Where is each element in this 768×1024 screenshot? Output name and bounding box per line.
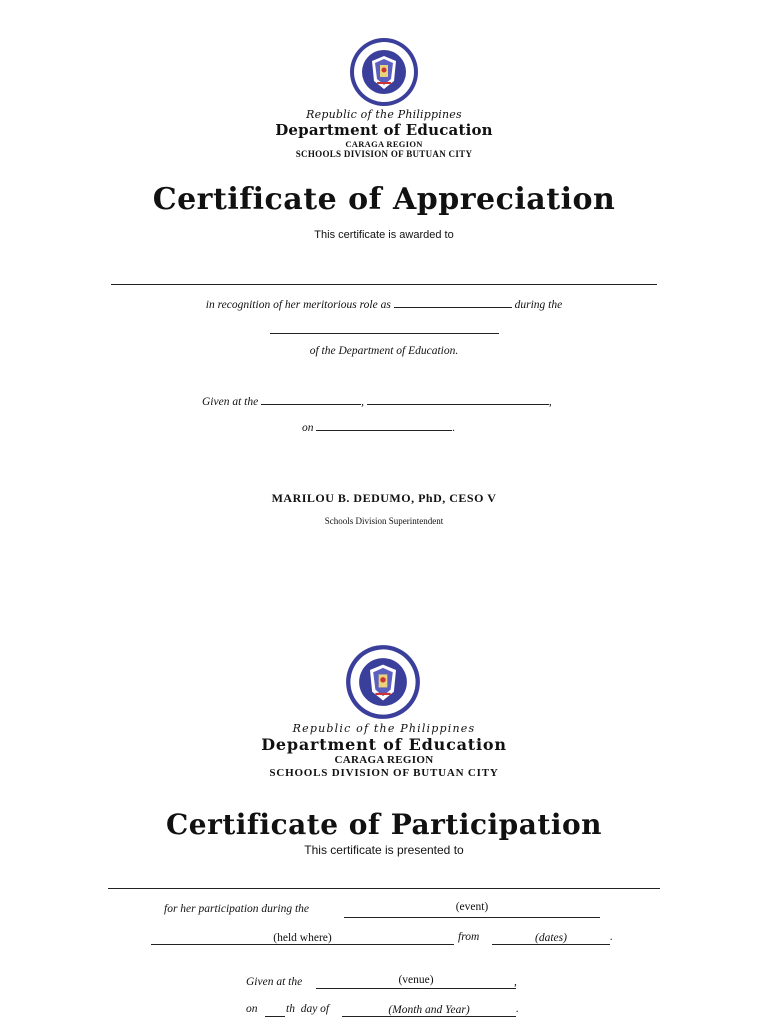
participation-line: for her participation during the	[164, 903, 310, 915]
month-year-blank[interactable]	[342, 1000, 516, 1017]
region-name: CARAGA REGION	[334, 754, 434, 766]
from-label: from	[458, 931, 480, 943]
location-blank[interactable]	[367, 393, 549, 405]
dates-label: (dates)	[535, 932, 567, 944]
role-blank[interactable]	[394, 296, 512, 308]
day-blank[interactable]	[265, 1002, 285, 1017]
on-label: on	[246, 1003, 258, 1015]
day-of-label: th day of	[286, 1003, 330, 1015]
division-name: SCHOOLS DIVISION OF BUTUAN CITY	[295, 149, 473, 159]
signatory-title: Schools Division Superintendent	[324, 516, 444, 526]
on-date-line: on .	[302, 419, 455, 434]
region-name: CARAGA REGION	[345, 139, 423, 149]
dates-blank[interactable]	[492, 928, 610, 945]
recipient-name-line[interactable]	[108, 888, 660, 889]
event-name-line[interactable]	[270, 333, 499, 334]
date-blank[interactable]	[316, 419, 452, 431]
month-year-label: (Month and Year)	[388, 1004, 470, 1016]
awarded-to-text: This certificate is awarded to	[314, 229, 454, 241]
presented-to-text: This certificate is presented to	[304, 843, 464, 857]
held-where-blank[interactable]	[151, 928, 454, 945]
recipient-name-line[interactable]	[111, 284, 657, 285]
deped-seal-icon	[345, 644, 421, 720]
division-name: SCHOOLS DIVISION OF BUTUAN CITY	[269, 767, 499, 779]
deped-seal-icon	[349, 37, 419, 107]
given-at-label: Given at the	[246, 976, 303, 988]
recognition-line: in recognition of her meritorious role as during the	[0, 296, 768, 311]
department-name: Department of Education	[275, 121, 493, 139]
venue-blank[interactable]	[316, 970, 516, 989]
given-at-line: Given at the , ,	[202, 393, 552, 408]
republic-line: Republic of the Philippines	[292, 722, 476, 735]
venue-blank[interactable]	[261, 393, 361, 405]
held-where-label: (held where)	[273, 932, 332, 944]
venue-label: (venue)	[398, 974, 434, 986]
event-blank[interactable]	[344, 899, 600, 918]
department-name: Department of Education	[261, 735, 507, 754]
certificate-title: Certificate of Participation	[165, 808, 603, 841]
republic-line: Republic of the Philippines	[306, 108, 462, 121]
event-label: (event)	[455, 901, 489, 913]
of-deped-text: of the Department of Education.	[309, 345, 459, 357]
certificate-title: Certificate of Appreciation	[152, 182, 616, 217]
signatory-name: MARILOU B. DEDUMO, PhD, CESO V	[271, 491, 497, 505]
